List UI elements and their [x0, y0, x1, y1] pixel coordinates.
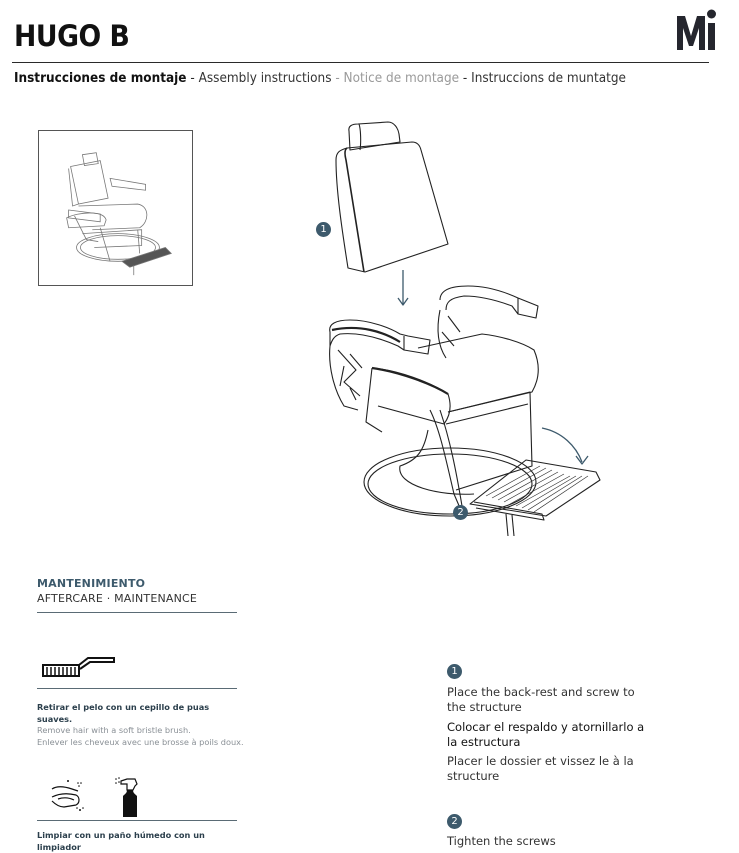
- subtitle-ca: Instruccions de muntatge: [471, 71, 626, 86]
- cloth-wipe-icon: [50, 777, 88, 815]
- step-1-fr: Placer le dossier et vissez le à la structure: [447, 754, 634, 783]
- chair-thumbnail: [38, 130, 193, 286]
- barber-chair-assembly-icon: [300, 110, 620, 550]
- barber-chair-icon: [39, 131, 192, 285]
- separator: -: [459, 71, 472, 86]
- subtitle-en: Assembly instructions: [198, 71, 332, 86]
- page-title: HUGO B: [14, 19, 130, 53]
- subtitle-es: Instrucciones de montaje: [14, 71, 187, 86]
- section-divider: [37, 612, 237, 613]
- brand-logo: [675, 6, 719, 52]
- callout-2: 2: [453, 505, 468, 520]
- care-instruction-2: [37, 830, 247, 853]
- brush-icon: [42, 655, 116, 679]
- subtitle: [14, 71, 626, 86]
- care-1-es: Retirar el pelo con un cepillo de puas suaves.: [37, 702, 210, 724]
- step-2-en: Tighten the screws: [447, 834, 556, 848]
- header-divider: [12, 62, 709, 63]
- step-2-badge: 2: [447, 814, 462, 829]
- separator: -: [331, 71, 344, 86]
- section-divider: [37, 820, 237, 821]
- care-2-es: Limpiar con un paño húmedo con un limpiador: [37, 830, 205, 852]
- spray-bottle-icon: [113, 776, 143, 818]
- section-divider: [37, 688, 237, 689]
- maintenance-subheading: AFTERCARE · MAINTENANCE: [37, 592, 198, 605]
- step-1-en: Place the back-rest and screw to the structure: [447, 685, 635, 714]
- care-instruction-1: [37, 702, 247, 748]
- callout-1: 1: [316, 222, 331, 237]
- maintenance-heading: MANTENIMIENTO: [37, 577, 146, 590]
- care-1-en: Remove hair with a soft bristle brush.: [37, 725, 191, 735]
- step-1-es: Colocar el respaldo y atornillarlo a la estructura: [447, 720, 645, 749]
- separator: -: [186, 71, 199, 86]
- chair-assembly-illustration: [300, 110, 620, 550]
- subtitle-fr: Notice de montage: [343, 71, 460, 86]
- care-1-fr: Enlever les cheveux avec une brosse à poils doux.: [37, 736, 244, 747]
- step-1-badge: 1: [447, 664, 462, 679]
